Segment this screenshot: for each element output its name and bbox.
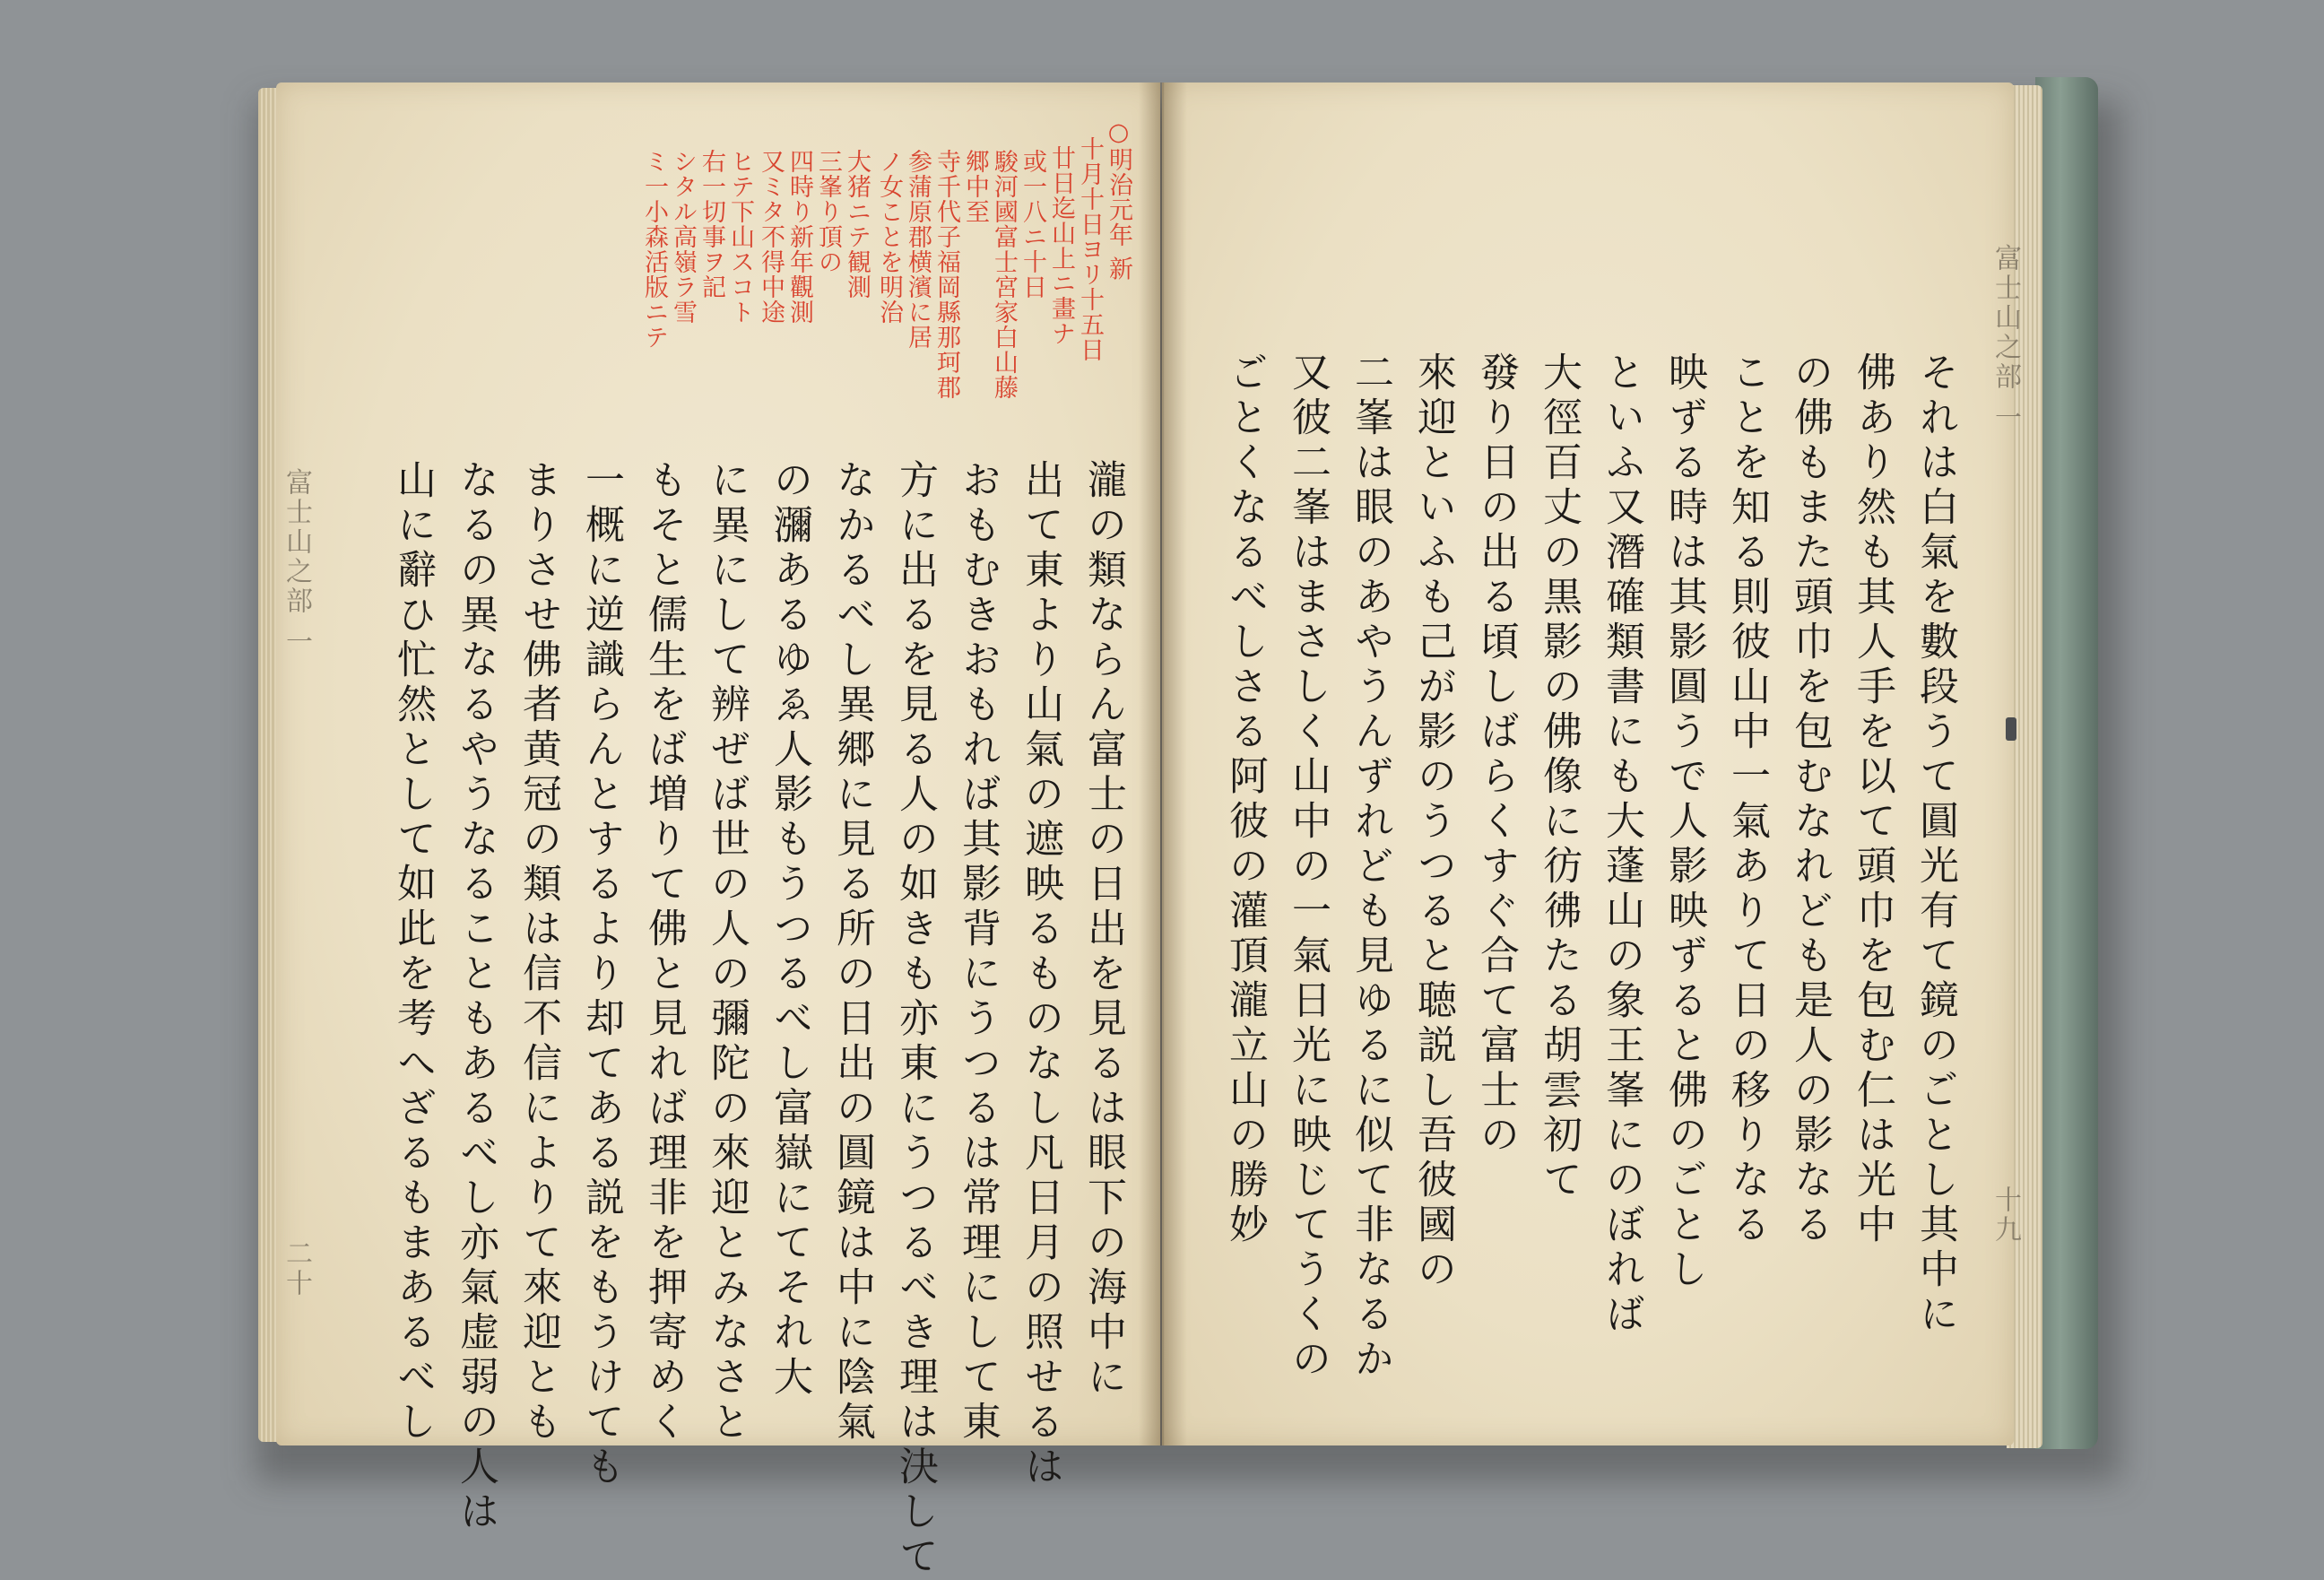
text-column: 山に辭ひ忙然として如此を考へざるもまあるべし (390, 459, 436, 1445)
text-column: 二峯は眼のあやうんずれども見ゆるに似て非なるか (1348, 352, 1393, 1383)
red-note: 郷中至 (961, 149, 989, 224)
red-note: ○明治元年 新 (1105, 118, 1132, 282)
red-note: 三峯り頂の (814, 149, 842, 274)
text-column: もそと儒生をば増りて佛と見れば理非を押寄めく (641, 459, 687, 1445)
red-note: ヒテ下山スコト (726, 149, 754, 325)
right-page (1162, 82, 2021, 1445)
left-page-number: 二十 (281, 1239, 312, 1298)
text-column: なかるべし異郷に見る所の日出の圓鏡は中に陰氣 (829, 459, 875, 1445)
text-column: それは白氣を數段うて圓光有て鏡のごとし其中に (1912, 352, 1958, 1338)
book-spine (2035, 77, 2098, 1449)
text-column: 大徑百丈の黒影の佛像に彷彿たる胡雲初て (1536, 352, 1582, 1203)
red-note: 寺千代子福岡縣那珂郡 (932, 149, 960, 400)
text-column: まりさせ佛者黄冠の類は信不信によりて來迎とも (516, 459, 561, 1445)
red-note: 廿日迄山上ニ畫ナ (1047, 145, 1075, 346)
text-column: 佛あり然も其人手を以て頭巾を包む仁は光中 (1850, 352, 1895, 1248)
red-note: 大猪ニテ観測 (843, 149, 871, 300)
text-column: おもむきおもれば其影背にうつるは常理にして東 (955, 459, 1001, 1445)
red-note: 四時り新年觀測 (785, 149, 813, 325)
text-column: 方に出るを見る人の如きも亦東にうつるべき理は決して (892, 459, 938, 1580)
page-marker (2006, 717, 2016, 741)
left-page-edge-label: 富士山之部 一 (281, 468, 312, 657)
left-page (276, 82, 1160, 1580)
red-note: ノ女ことを明治 (875, 149, 903, 325)
red-note: シタル高嶺ラ雪 (669, 149, 697, 325)
red-note: 駿河國富士宮家白山藤 (990, 149, 1018, 400)
right-page-edge-label: 十九 (1990, 1185, 2021, 1245)
red-note: 又ミタ不得中途 (757, 149, 785, 325)
text-column: 映ずる時は其影圓うで人影映ずると佛のごとし (1661, 352, 1707, 1293)
red-note: 参蒲原郡横濱に居 (904, 149, 932, 350)
red-note: ミ一小森活版ニテ (640, 149, 668, 350)
red-note: 十月十日ヨリ十五日 (1076, 136, 1104, 362)
text-column: 出て東より山氣の遮映るものなし凡日月の照せるは (1018, 459, 1063, 1490)
text-column: 瀧の類ならん富士の日出を見るは眼下の海中に (1080, 459, 1126, 1401)
text-column: 來迎といふも己が影のうつると聴説し吾彼國の (1410, 352, 1456, 1293)
red-note: 或一八ニ十日 (1019, 149, 1046, 300)
text-column: ごとくなるべしさる阿彼の灌頂瀧立山の勝妙 (1222, 352, 1268, 1248)
text-column: といふ又潛確類書にも大蓬山の象王峯にのぼれば (1599, 352, 1644, 1338)
book-gutter (1139, 82, 1187, 1445)
text-column: の瀰あるゆゑ人影もうつるべし富嶽にてそれ大 (767, 459, 812, 1401)
text-column: に異にして辨ぜば世の人の彌陀の來迎とみなさと (704, 459, 750, 1445)
text-column: なるの異なるやうなることもあるべし亦氣虚弱の人は (453, 459, 499, 1535)
red-note: 右一切事ヲ記 (698, 149, 725, 300)
text-column: の佛もまた頭巾を包むなれども是人の影なる (1787, 352, 1833, 1248)
text-column: 一概に逆識らんとするより却てある説をもうけても (578, 459, 624, 1490)
right-page-header-label: 富士山之部 一 (1990, 244, 2021, 433)
text-column: ことを知る則彼山中一氣ありて日の移りなる (1724, 352, 1770, 1248)
text-column: 發り日の出る頃しばらくすぐ合て富士の (1473, 352, 1519, 1159)
text-column: 又彼二峯はまさしく山中の一氣日光に映じてうくの (1285, 352, 1331, 1383)
